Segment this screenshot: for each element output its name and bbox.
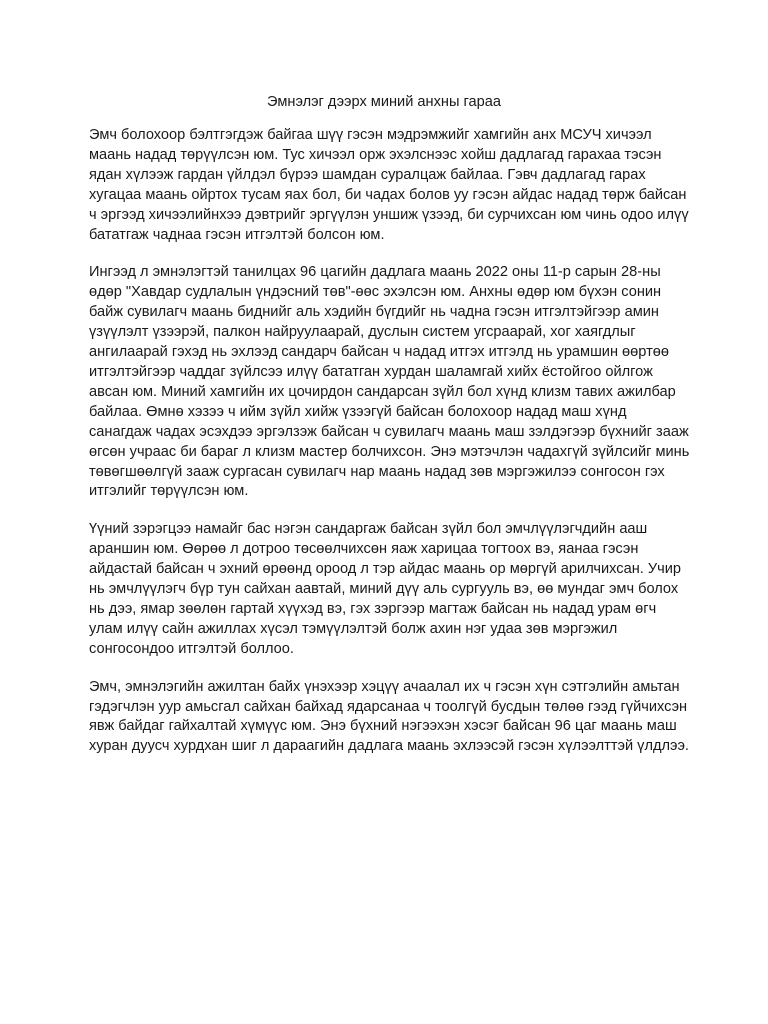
- paragraph-2: Ингээд л эмнэлэгтэй танилцах 96 цагийн дадлага маань 2022 оны 11-р сарын 28-ны өдөр "Хавдар судлалын үндэсний төв"-өөс эхэлсэн юм. Анхны өдөр юм бүхэн сонин байж сувилагч маань биднийг аль хэдийн бүгдийг нь чадна гэсэн итгэлтэйгээр амин үзүүлэлт үзээрэй, палкон найруулаарай, дуслын систем угсраарай, хог хаягдлыг ангилаарай гэхэд нь эхлээд сандарч байсан ч надад итгэх итгэлд нь урамшин өөртөө итгэлтэйгээр чаддаг зүйлсээ илүү бататган хурдан шаламгай хийх ёстойгоо ойлгож авсан юм. Миний хамгийн их цочирдон сандарсан зүйл бол хүнд клизм тавих ажилбар байлаа. Өмнө хэзээ ч ийм зүйл хийж үзээгүй байсан болохоор надад маш хүнд санагдаж чадах эсэхдээ эргэлзэж байсан ч сувилагч маань маш зэлдэгээр бүхнийг зааж өгсөн учраас би бараг л клизм мастер болчихсон. Энэ мэтэчлэн чадахгүй зүйлсийг минь төвөгшөөлгүй зааж сургасан сувилагч нар маань надад зөв мэргэжилээ сонгосон гэх итгэлийг төрүүлсэн юм.: [89, 264, 690, 500]
- document-body: [89, 126, 693, 775]
- paragraph-4: Эмч, эмнэлэгийн ажилтан байх үнэхээр хэцүү ачаалал их ч гэсэн хүн сэтгэлийн амьтан гэдэгчлэн уур амьсгал сайхан байхад ядарсанаа ч тоолгүй бусдын төлөө гээд гүйчихсэн явж байдаг гайхалтай хүмүүс юм. Энэ бүхний нэгээхэн хэсэг байсан 96 цаг маань маш хуран дуусч хурдхан шиг л дараагийн дадлага маань эхлээсэй гэсэн хүлээлттэй үлдлээ.: [89, 678, 689, 755]
- paragraph-1: Эмч болохоор бэлтгэгдэж байгаа шүү гэсэн мэдрэмжийг хамгийн анх МСУЧ хичээл маань надад төрүүлсэн юм. Тус хичээл орж эхэлснээс хойш дадлагад гарахаа тэсэн ядан хүлээж гардан үйлдэл бүрээ шамдан суралцаж байлаа. Гэвч дадлагад гарах хугацаа маань ойртох тусам яах бол, би чадах болов уу гэсэн айдас надад төрж байсан ч эргээд хичээлийнхээ дэвтрийг эргүүлэн уншиж үзээд, би сурчихсан юм чинь одоо илүү бататгаж чаднаа гэсэн итгэлтэй болсон юм.: [89, 127, 689, 243]
- document-title: Эмнэлэг дээрх миний анхны гараа: [267, 94, 501, 110]
- paragraph-3: Үүний зэрэгцээ намайг бас нэгэн сандаргаж байсан зүйл бол эмчлүүлэгчдийн ааш араншин юм. Өөрөө л дотроо төсөөлчихсөн яаж харицаа тогтоох вэ, яанаа гэсэн айдастай байсан ч эхний өрөөнд ороод л тэр айдас маань ор мөргүй арилчихсан. Учир нь эмчлүүлэгч бүр тун сайхан аавтай, миний дүү аль сургууль вэ, өө мундаг эмч болох нь дээ, ямар зөөлөн гартай хүүхэд вэ, гэх зэргээр магтаж байсан нь надад урам өгч улам илүү сайн ажиллах хүсэл тэмүүлэлтэй болж ахин нэг удаа зөв мэргэжил сонгосондоо итгэлтэй боллоо.: [89, 521, 682, 657]
